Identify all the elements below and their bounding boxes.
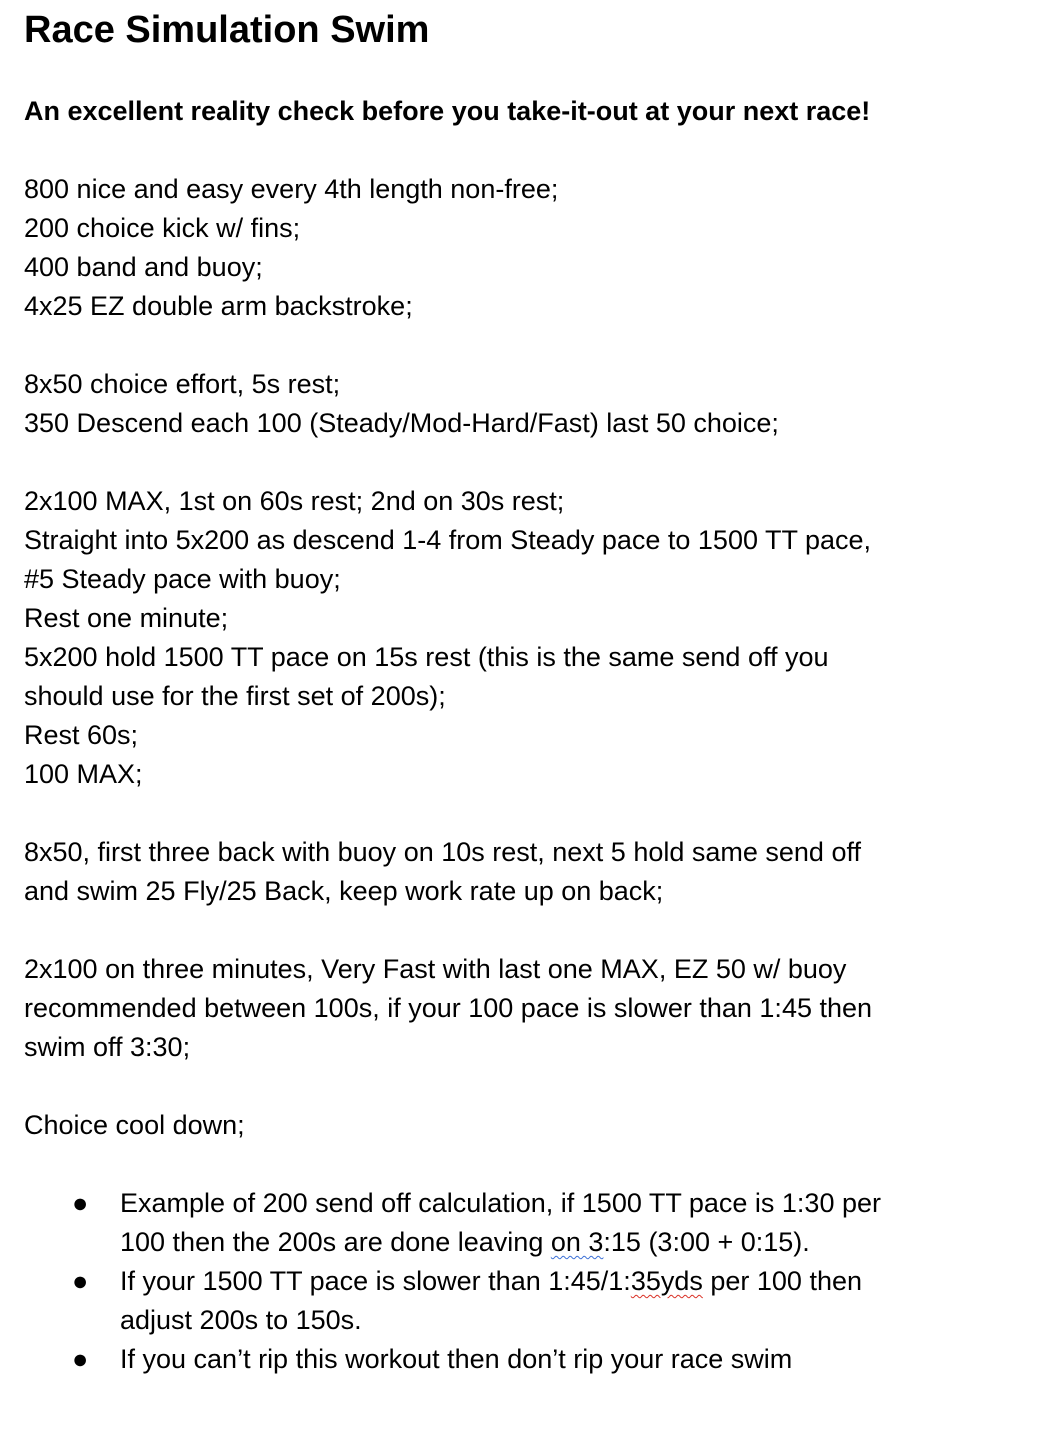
main-set-line: should use for the first set of 200s); [24,681,446,711]
hundreds-line: recommended between 100s, if your 100 pace is slower than 1:45 then [24,993,873,1023]
main-set-line: Straight into 5x200 as descend 1-4 from Steady pace to 1500 TT pace, [24,525,872,555]
hundreds-line: 2x100 on three minutes, Very Fast with last one MAX, EZ 50 w/ buoy [24,954,847,984]
note-item [24,1262,1018,1340]
note-line: If you can’t rip this workout then don’t rip your race swim [120,1344,793,1374]
bullet-icon: ● [72,1266,89,1296]
warmup-line: 200 choice kick w/ fins; [24,213,301,243]
note-item [24,1184,1018,1262]
document-subtitle: An excellent reality check before you take-it-out at your next race! [24,96,871,126]
main-set-line: 5x200 hold 1500 TT pace on 15s rest (this is the same send off you [24,642,829,672]
main-set-section [24,482,1018,794]
note-text: per 100 then [702,1266,863,1296]
main-set-line: Rest one minute; [24,603,229,633]
grammar-suggestion[interactable]: on 3 [550,1227,604,1257]
cooldown-line: Choice cool down; [24,1110,245,1140]
warmup-line: 4x25 EZ double arm backstroke; [24,291,413,321]
fifties-section [24,833,1018,911]
fifties-line: and swim 25 Fly/25 Back, keep work rate up on back; [24,876,664,906]
prep-line: 8x50 choice effort, 5s rest; [24,369,341,399]
fifties-line: 8x50, first three back with buoy on 10s rest, next 5 hold same send off [24,837,861,867]
cooldown-section [24,1106,1018,1145]
main-set-line: #5 Steady pace with buoy; [24,564,341,594]
note-text: :15 (3:00 + 0:15). [603,1227,810,1257]
note-line: adjust 200s to 150s. [120,1305,362,1335]
bullet-icon: ● [72,1188,89,1218]
note-line [120,1223,1018,1262]
note-text: 100 then the 200s are done leaving [120,1227,551,1257]
hundreds-section [24,950,1018,1067]
note-text: If your 1500 TT pace is slower than 1:45/1: [120,1266,631,1296]
spelling-suggestion[interactable]: 35yds [630,1266,703,1296]
note-item [24,1340,1018,1379]
prep-line: 350 Descend each 100 (Steady/Mod-Hard/Fast) last 50 choice; [24,408,779,438]
notes-list [24,1184,1018,1379]
prep-section [24,365,1018,443]
hundreds-line: swim off 3:30; [24,1032,191,1062]
main-set-line: 100 MAX; [24,759,143,789]
main-set-line: Rest 60s; [24,720,139,750]
bullet-icon: ● [72,1344,89,1374]
warmup-line: 800 nice and easy every 4th length non-free; [24,174,559,204]
note-line: Example of 200 send off calculation, if 1500 TT pace is 1:30 per [120,1188,881,1218]
warmup-section [24,170,1018,326]
note-line [120,1262,1018,1301]
main-set-line: 2x100 MAX, 1st on 60s rest; 2nd on 30s rest; [24,486,565,516]
warmup-line: 400 band and buoy; [24,252,263,282]
document-title: Race Simulation Swim [24,9,430,51]
